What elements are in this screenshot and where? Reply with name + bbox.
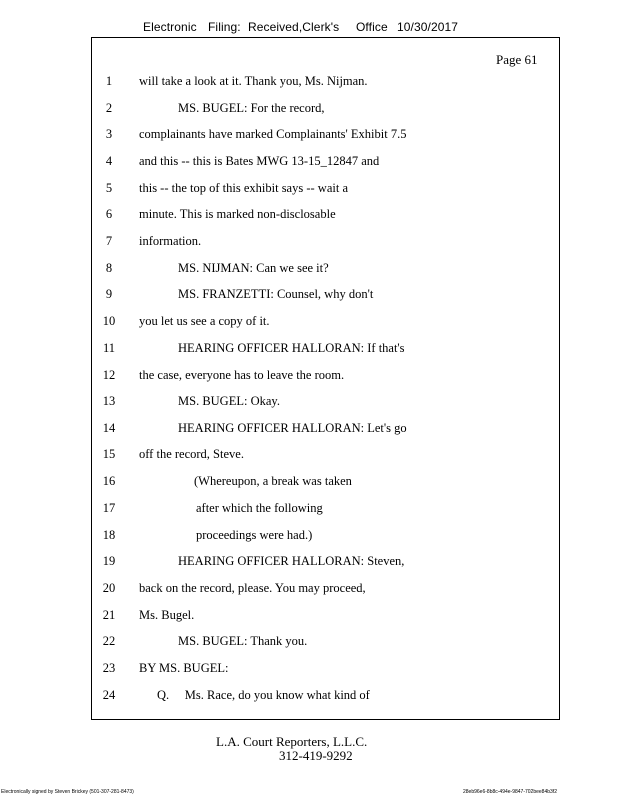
line-text: complainants have marked Complainants' Exhibit 7.5 bbox=[139, 127, 407, 141]
line-text: MS. BUGEL: For the record, bbox=[178, 101, 325, 115]
transcript-line bbox=[0, 74, 560, 94]
line-number: 22 bbox=[102, 634, 116, 648]
transcript-line bbox=[0, 528, 560, 548]
line-text: and this -- this is Bates MWG 13-15_12847 and bbox=[139, 154, 380, 168]
transcript-line bbox=[0, 341, 560, 361]
line-text: MS. BUGEL: Thank you. bbox=[178, 634, 308, 648]
transcript-line bbox=[0, 581, 560, 601]
court-reporter-phone: 312-419-9292 bbox=[279, 748, 353, 763]
document-hash-id: 28eb96e6-8b8c-494e-9847-702bee84b3f2 bbox=[463, 789, 557, 795]
page-number: Page 61 bbox=[496, 52, 538, 67]
line-number: 20 bbox=[102, 581, 116, 595]
line-number: 12 bbox=[102, 368, 116, 382]
filing-stamp-word: Filing: bbox=[208, 20, 241, 34]
line-number: 11 bbox=[102, 341, 116, 355]
line-number: 6 bbox=[105, 207, 113, 221]
transcript-line bbox=[0, 634, 560, 654]
line-text: BY MS. BUGEL: bbox=[139, 661, 229, 675]
filing-stamp-word: Received,Clerk's bbox=[248, 20, 340, 34]
transcript-line bbox=[0, 688, 560, 708]
transcript-line bbox=[0, 661, 560, 681]
filing-stamp-date: 10/30/2017 bbox=[397, 20, 459, 34]
line-text: after which the following bbox=[196, 501, 323, 515]
filing-stamp-word: Electronic bbox=[143, 20, 197, 34]
line-text: will take a look at it. Thank you, Ms. Nijman. bbox=[139, 74, 368, 88]
transcript-line bbox=[0, 181, 560, 201]
transcript-line bbox=[0, 207, 560, 227]
line-text: proceedings were had.) bbox=[196, 528, 313, 542]
transcript-line bbox=[0, 501, 560, 521]
transcript-line bbox=[0, 154, 560, 174]
line-number: 7 bbox=[105, 234, 113, 248]
line-number: 1 bbox=[105, 74, 113, 88]
transcript-line bbox=[0, 554, 560, 574]
line-number: 19 bbox=[102, 554, 116, 568]
line-text: back on the record, please. You may proceed, bbox=[139, 581, 366, 595]
transcript-line bbox=[0, 261, 560, 281]
line-text: Q. Ms. Race, do you know what kind of bbox=[157, 688, 370, 702]
line-number: 8 bbox=[105, 261, 113, 275]
transcript-line bbox=[0, 394, 560, 414]
line-text: off the record, Steve. bbox=[139, 447, 244, 461]
line-text: information. bbox=[139, 234, 202, 248]
line-number: 15 bbox=[102, 447, 116, 461]
transcript-line bbox=[0, 287, 560, 307]
line-text: MS. FRANZETTI: Counsel, why don't bbox=[178, 287, 374, 301]
line-number: 21 bbox=[102, 608, 116, 622]
line-number: 2 bbox=[105, 101, 113, 115]
line-text: (Whereupon, a break was taken bbox=[194, 474, 352, 488]
transcript-line bbox=[0, 608, 560, 628]
line-text: this -- the top of this exhibit says -- wait a bbox=[139, 181, 348, 195]
line-number: 14 bbox=[102, 421, 116, 435]
line-number: 3 bbox=[105, 127, 113, 141]
line-text: the case, everyone has to leave the room. bbox=[139, 368, 345, 382]
line-text: MS. NIJMAN: Can we see it? bbox=[178, 261, 329, 275]
line-text: HEARING OFFICER HALLORAN: Steven, bbox=[178, 554, 405, 568]
line-number: 18 bbox=[102, 528, 116, 542]
line-number: 10 bbox=[102, 314, 116, 328]
line-number: 17 bbox=[102, 501, 116, 515]
line-number: 23 bbox=[102, 661, 116, 675]
line-number: 24 bbox=[102, 688, 116, 702]
transcript-line bbox=[0, 368, 560, 388]
transcript-line bbox=[0, 421, 560, 441]
filing-stamp-word: Office bbox=[356, 20, 388, 34]
transcript-line bbox=[0, 101, 560, 121]
line-number: 4 bbox=[105, 154, 113, 168]
transcript-line bbox=[0, 474, 560, 494]
line-text: minute. This is marked non-disclosable bbox=[139, 207, 336, 221]
line-text: HEARING OFFICER HALLORAN: Let's go bbox=[178, 421, 407, 435]
transcript-line bbox=[0, 234, 560, 254]
transcript-line bbox=[0, 447, 560, 467]
transcript-line bbox=[0, 127, 560, 147]
line-text: MS. BUGEL: Okay. bbox=[178, 394, 280, 408]
court-reporter-name: L.A. Court Reporters, L.L.C. bbox=[216, 734, 368, 749]
line-text: you let us see a copy of it. bbox=[139, 314, 270, 328]
line-number: 13 bbox=[102, 394, 116, 408]
line-number: 16 bbox=[102, 474, 116, 488]
transcript-line bbox=[0, 314, 560, 334]
line-number: 9 bbox=[105, 287, 113, 301]
line-text: Ms. Bugel. bbox=[139, 608, 195, 622]
line-text: HEARING OFFICER HALLORAN: If that's bbox=[178, 341, 405, 355]
line-number: 5 bbox=[105, 181, 113, 195]
electronic-signature-note: Electronically signed by Steven Brickey (501-307-281-8473) bbox=[1, 789, 134, 795]
